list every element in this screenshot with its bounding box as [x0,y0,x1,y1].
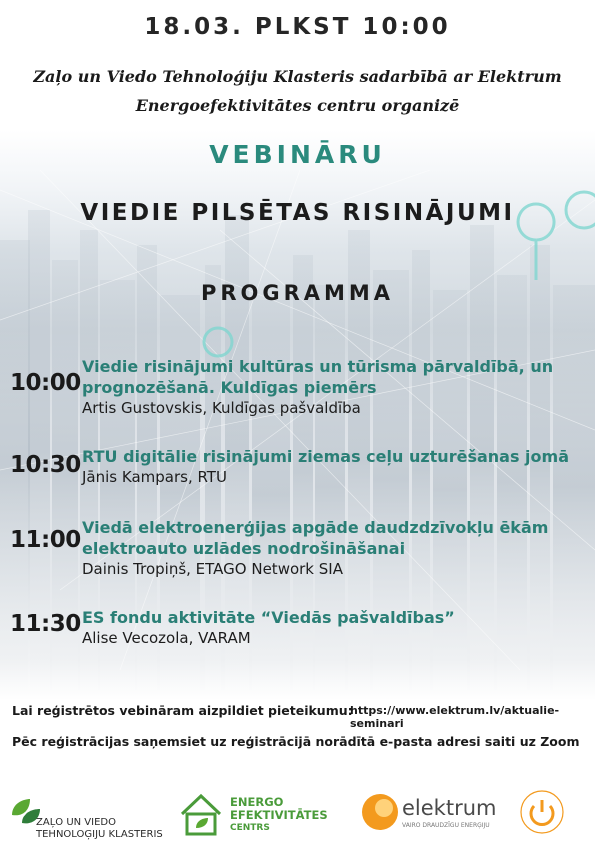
elektrum-name: elektrum [402,796,497,820]
session-time: 11:30 [10,611,81,637]
session-time: 11:00 [10,527,81,553]
registration-line [12,703,587,730]
elektrum-sun-icon [360,792,400,832]
session-speaker: Artis Gustovskis, Kuldīgas pašvaldība [82,399,361,417]
session-info [82,356,582,418]
registration-note: Pēc reģistrācijas saņemsiet uz reģistrācijā norādītā e-pasta adresi saiti uz Zoom [12,734,580,749]
power-button-icon [518,788,566,836]
organizer-text: Zaļo un Viedo Tehnoloģiju Klasteris sadarbībā ar Elektrum Energoefektivitātes centru organizē [33,67,562,115]
registration-text: Lai reģistrētos vebināram aizpildiet pieteikumu: [12,703,353,718]
session-topic: Viedie risinājumi kultūras un tūrisma pārvaldībā, un prognozēšanā. Kuldīgas piemērs [82,357,554,397]
event-type: VEBINĀRU [209,140,386,169]
house-recycle-icon [178,792,224,838]
session-topic: Viedā elektroenerģijas apgāde daudzdzīvokļu ēkām elektroauto uzlādes nodrošināšanai [82,518,549,558]
session-info [82,446,582,487]
event-title: VIEDIE PILSĒTAS RISINĀJUMI [80,200,515,226]
session-topic: ES fondu aktivitāte “Viedās pašvaldības” [82,608,455,627]
session-speaker: Dainis Tropiņš, ETAGO Network SIA [82,560,343,578]
session-info [82,517,582,579]
event-date: 18.03. PLKST 10:00 [144,14,451,40]
session-time: 10:30 [10,452,81,478]
elektrum-tagline: VAIRO DRAUDZĪGU ENERĢIJU [402,822,490,829]
energy-centre-round-logo [518,788,566,840]
session-topic: RTU digitālie risinājumi ziemas ceļu uzturēšanas jomā [82,447,569,466]
session-info [82,607,582,648]
program-heading: PROGRAMMA [200,281,395,305]
session-speaker: Jānis Kampars, RTU [82,468,227,486]
session-time: 10:00 [10,370,81,396]
registration-link[interactable]: https://www.elektrum.lv/aktualie-seminari [350,704,560,730]
footer-logos: ZAĻO UN VIEDO TEHNOLOĢIJU KLASTERIS ENERGO EFEKTIVITĀTES CENTRS elektrum VAIRO DRAUDZĪGU ENERĢIJU [0,770,595,844]
session-speaker: Alise Vecozola, VARAM [82,629,251,647]
